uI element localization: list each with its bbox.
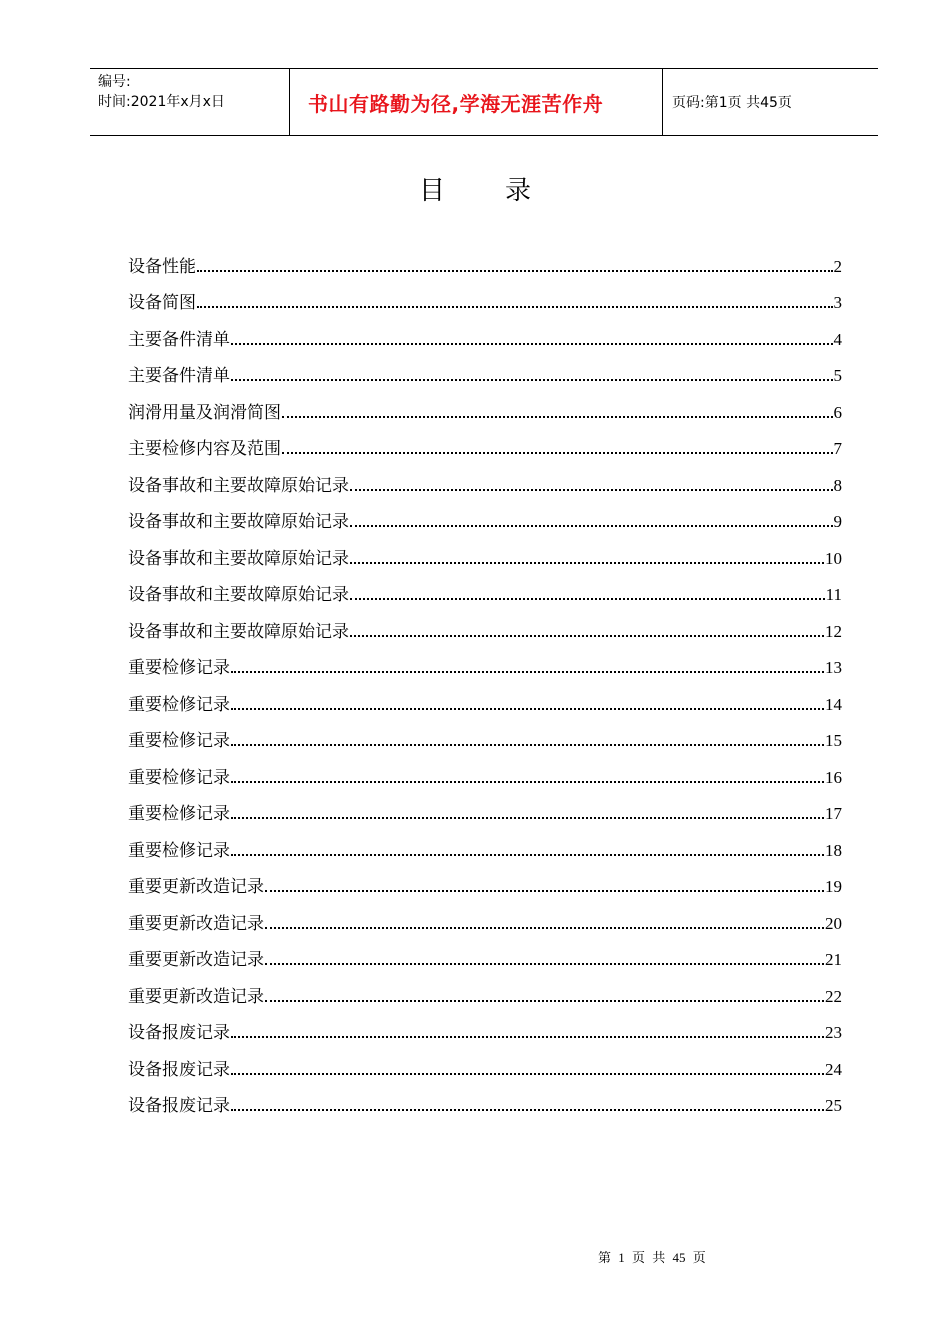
toc-entry-page: 10 [825,548,842,568]
toc-entry-label: 重要检修记录 [128,658,230,678]
toc-entry-page: 22 [825,986,842,1006]
toc-entry[interactable] [128,313,842,350]
toc-entry-label: 设备报废记录 [128,1059,230,1080]
toc-entry-label: 重要更新改造记录 [128,950,264,970]
toc-leader-dots [350,635,824,637]
toc-entry-page: 5 [833,366,842,385]
toc-entry-page: 6 [833,402,842,422]
toc-entry-label: 设备报废记录 [128,1023,230,1043]
toc-leader-dots [231,817,824,819]
toc-entry[interactable] [128,386,842,423]
toc-entry-label: 设备事故和主要故障原始记录 [128,548,349,569]
toc-entry[interactable] [128,824,842,861]
toc-entry-page: 13 [825,658,842,677]
toc-entry-label: 重要检修记录 [128,767,230,788]
toc-entry-label: 主要检修内容及范围 [128,439,281,459]
toc-leader-dots [231,1109,824,1111]
toc-entry-label: 重要检修记录 [128,840,230,861]
toc-entry[interactable] [128,496,842,533]
toc-entry-label: 设备事故和主要故障原始记录 [128,621,349,642]
toc-entry[interactable] [128,350,842,387]
toc-entry[interactable] [128,1080,842,1117]
toc-entry[interactable] [128,605,842,642]
toc-entry-label: 润滑用量及润滑简图 [128,402,281,423]
toc-entry-page: 11 [825,585,842,604]
toc-entry-page: 12 [825,621,842,641]
toc-entry-label: 主要备件清单 [128,366,230,386]
toc-entry[interactable] [128,970,842,1007]
toc-entry[interactable] [128,1007,842,1044]
toc-entry[interactable] [128,642,842,679]
toc-entry[interactable] [128,678,842,715]
toc-leader-dots [231,781,824,783]
toc-entry[interactable] [128,277,842,314]
toc-leader-dots [265,927,824,929]
page-header [90,68,878,136]
toc-entry-page: 14 [825,694,842,714]
toc-leader-dots [197,306,833,308]
toc-entry-page: 2 [833,256,842,276]
toc-entry[interactable] [128,788,842,825]
toc-leader-dots [265,963,824,965]
toc-entry-page: 24 [825,1059,842,1079]
toc-entry-label: 设备简图 [128,293,196,313]
toc-leader-dots [350,525,833,527]
toc-entry[interactable] [128,240,842,277]
toc-leader-dots [350,562,824,564]
time-label: 时间:2021年x月x日 [98,94,225,110]
toc-entry-label: 设备事故和主要故障原始记录 [128,475,349,496]
toc-leader-dots [282,416,833,418]
toc-leader-dots [231,708,824,710]
toc-entry-page: 17 [825,804,842,823]
table-of-contents [128,240,842,1116]
toc-entry-page: 16 [825,767,842,787]
toc-leader-dots [350,489,833,491]
toc-entry-page: 25 [825,1096,842,1115]
toc-entry-label: 设备事故和主要故障原始记录 [128,585,349,605]
header-meta [90,69,290,135]
toc-leader-dots [197,270,833,272]
toc-entry[interactable] [128,532,842,569]
toc-leader-dots [231,1036,824,1038]
toc-entry-label: 重要更新改造记录 [128,877,264,897]
toc-entry[interactable] [128,861,842,898]
toc-leader-dots [231,744,824,746]
toc-entry-page: 18 [825,840,842,860]
toc-entry[interactable] [128,897,842,934]
toc-entry-label: 重要更新改造记录 [128,986,264,1007]
page-title: 目录 [418,176,591,206]
toc-entry[interactable] [128,751,842,788]
toc-entry-page: 20 [825,913,842,933]
toc-entry-page: 23 [825,1023,842,1042]
toc-leader-dots [282,452,833,454]
toc-leader-dots [231,854,824,856]
toc-entry[interactable] [128,715,842,752]
toc-entry-label: 重要更新改造记录 [128,913,264,934]
toc-entry-label: 主要备件清单 [128,329,230,350]
toc-entry[interactable] [128,423,842,460]
toc-leader-dots [265,1000,824,1002]
header-page-info: 页码:第1页 共45页 [672,95,792,111]
page-footer: 第 1 页 共 45 页 [598,1250,706,1265]
toc-entry[interactable] [128,934,842,971]
toc-entry-page: 19 [825,877,842,896]
toc-leader-dots [265,890,824,892]
toc-entry-label: 设备报废记录 [128,1096,230,1116]
toc-entry-label: 设备性能 [128,256,196,277]
header-motto: 书山有路勤为径,学海无涯苦作舟 [290,69,663,135]
toc-entry-label: 重要检修记录 [128,804,230,824]
toc-entry-label: 重要检修记录 [128,694,230,715]
toc-entry[interactable] [128,569,842,606]
toc-entry-page: 21 [825,950,842,969]
toc-entry-page: 4 [833,329,842,349]
toc-entry-label: 设备事故和主要故障原始记录 [128,512,349,532]
toc-entry[interactable] [128,459,842,496]
toc-entry-page: 8 [833,475,842,495]
toc-leader-dots [231,671,824,673]
toc-leader-dots [350,598,825,600]
toc-entry-page: 7 [833,439,842,458]
toc-entry-page: 15 [825,731,842,750]
toc-leader-dots [231,343,833,345]
toc-entry-page: 3 [833,293,842,312]
toc-leader-dots [231,1073,824,1075]
toc-entry-page: 9 [833,512,842,531]
toc-leader-dots [231,379,833,381]
serial-label: 编号: [98,74,131,90]
toc-entry[interactable] [128,1043,842,1080]
toc-entry-label: 重要检修记录 [128,731,230,751]
